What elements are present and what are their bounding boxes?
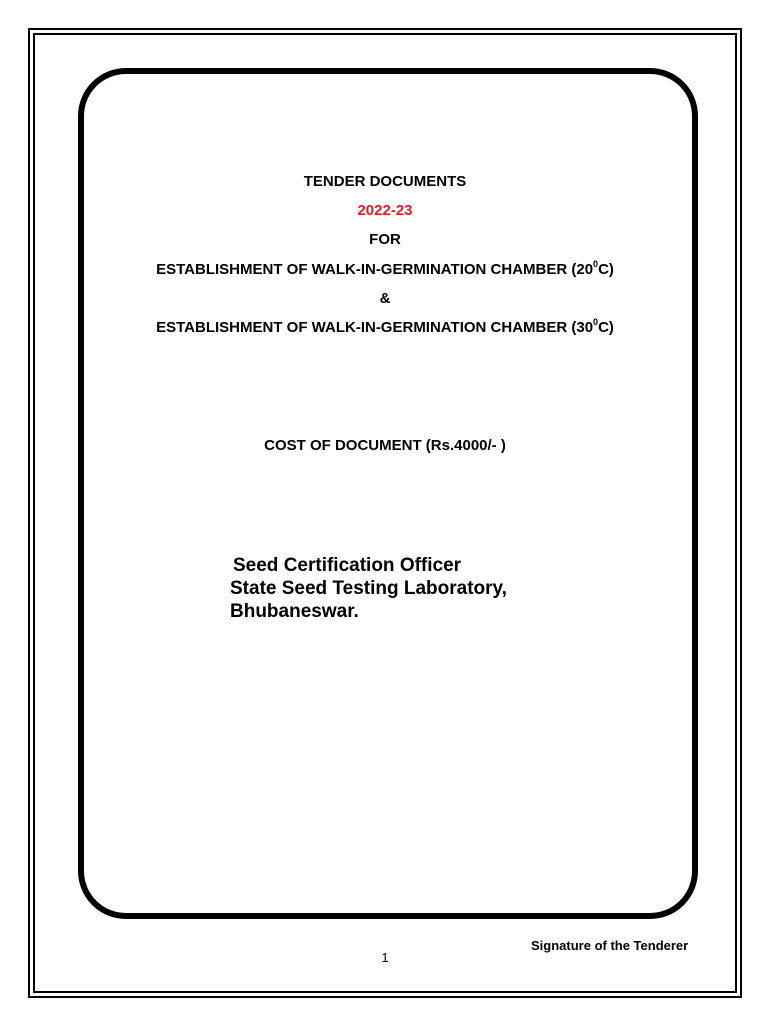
page-number: 1 [381,950,389,965]
chamber-30-heading [0,319,770,337]
rounded-frame [78,68,698,919]
ampersand: & [379,290,391,307]
chamber-30-suffix: C) [598,319,614,336]
office-line-city: Bhubaneswar. [230,601,359,622]
chamber-30-prefix: ESTABLISHMENT OF WALK-IN-GERMINATION CHAMBER (30 [156,319,594,336]
chamber-20-prefix: ESTABLISHMENT OF WALK-IN-GERMINATION CHAMBER (20 [156,261,594,278]
chamber-20-heading [0,261,770,279]
document-year: 2022-23 [357,202,413,219]
office-line-laboratory: State Seed Testing Laboratory, [230,578,507,599]
chamber-20-degree: 0 [593,259,599,269]
chamber-30-degree: 0 [593,317,599,327]
chamber-20-suffix: C) [598,261,614,278]
for-label: FOR [369,231,401,248]
cost-of-document: COST OF DOCUMENT (Rs.4000/- ) [264,437,506,454]
signature-label: Signature of the Tenderer [531,938,689,953]
office-line-officer: Seed Certification Officer [233,555,462,576]
document-title: TENDER DOCUMENTS [303,173,467,190]
